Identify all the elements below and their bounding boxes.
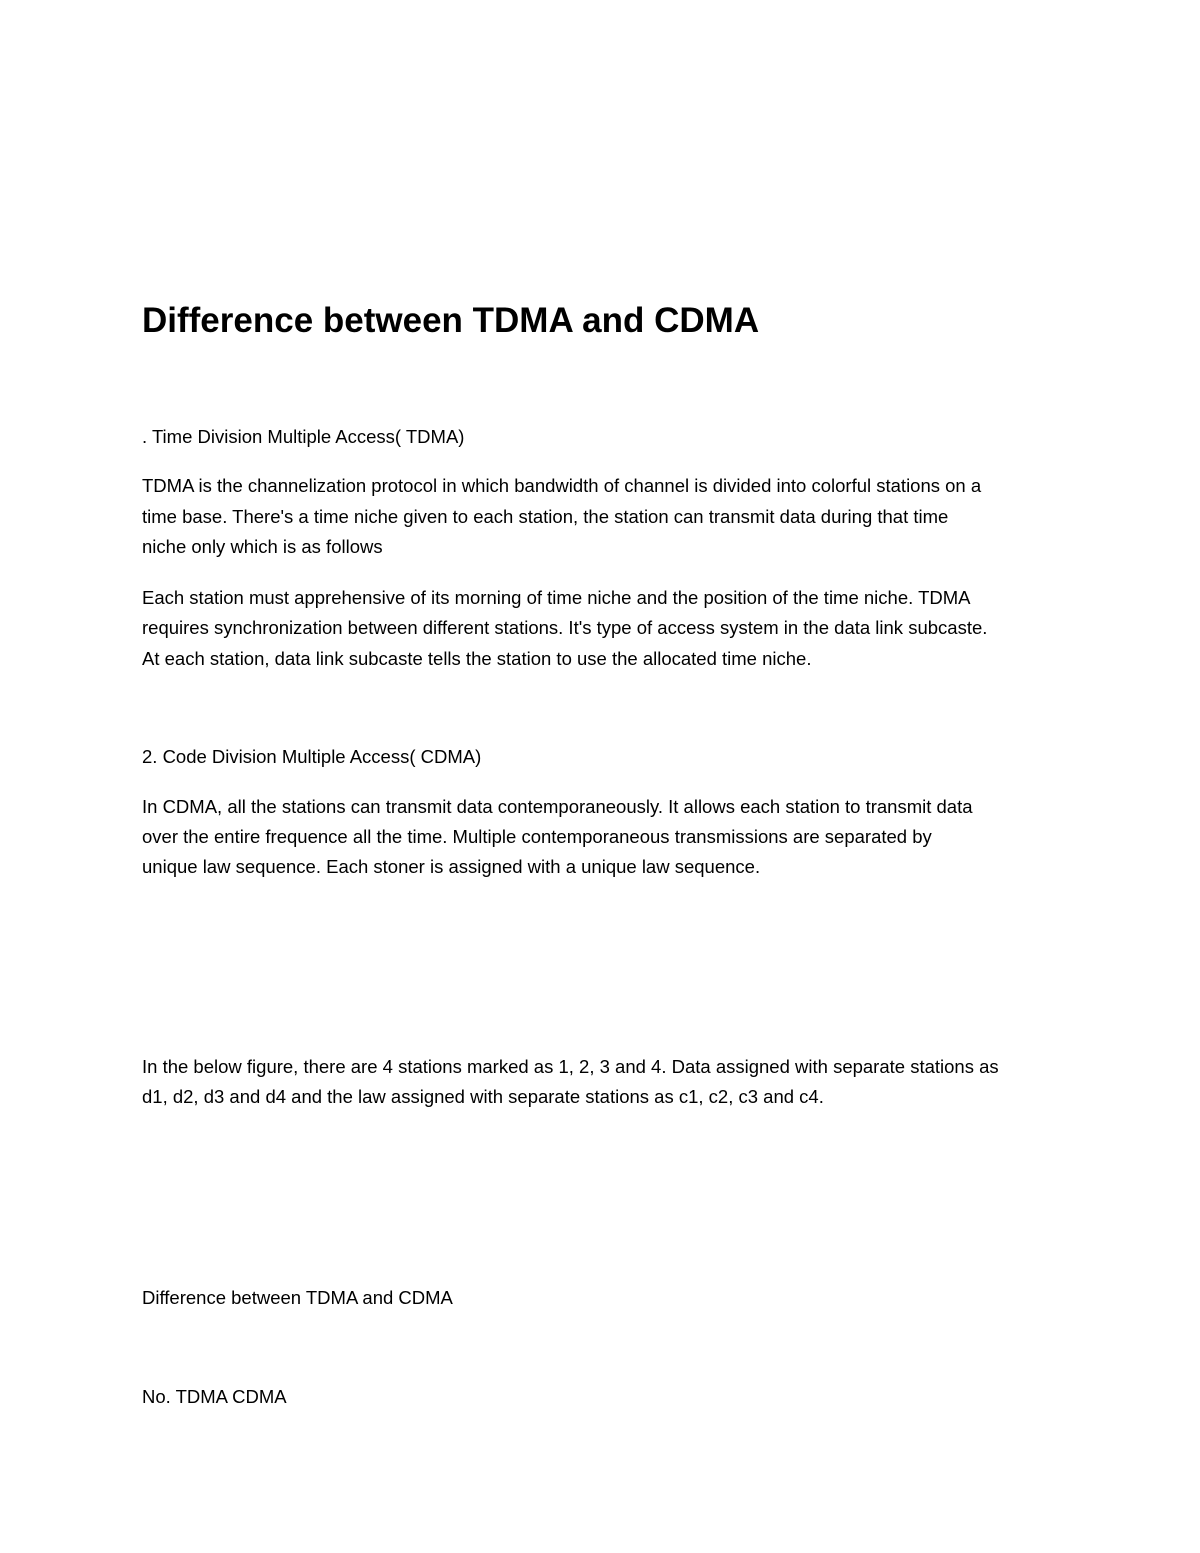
section-1-para-1-line-2: time base. There's a time niche given to each station, the station can transmit data during that time [142, 506, 949, 527]
section-1-para-2-line-1: Each station must apprehensive of its morning of time niche and the position of the time niche. TDMA [142, 587, 971, 608]
section-2-para-1-line-1: In CDMA, all the stations can transmit data contemporaneously. It allows each station to transmit data [142, 796, 973, 817]
figure-para-line-1: In the below figure, there are 4 stations marked as 1, 2, 3 and 4. Data assigned with separate stations as [142, 1056, 999, 1077]
table-header-row: No. TDMA CDMA [142, 1386, 287, 1407]
section-1-para-2-line-2: requires synchronization between different stations. It's type of access system in the data link subcaste. [142, 617, 988, 638]
section-2-para-1-line-2: over the entire frequence all the time. Multiple contemporaneous transmissions are separated by [142, 826, 932, 847]
page-title: Difference between TDMA and CDMA [142, 301, 760, 340]
figure-para-line-2: d1, d2, d3 and d4 and the law assigned with separate stations as c1, c2, c3 and c4. [142, 1086, 824, 1107]
difference-heading: Difference between TDMA and CDMA [142, 1287, 453, 1308]
section-1-para-2-line-3: At each station, data link subcaste tells the station to use the allocated time niche. [142, 648, 812, 669]
section-2-para-1-line-3: unique law sequence. Each stoner is assigned with a unique law sequence. [142, 856, 761, 877]
section-2-heading: 2. Code Division Multiple Access( CDMA) [142, 746, 482, 767]
section-1-para-1-line-3: niche only which is as follows [142, 536, 383, 557]
section-1-para-1-line-1: TDMA is the channelization protocol in which bandwidth of channel is divided into colorful stations on a [142, 475, 982, 496]
section-1-heading: . Time Division Multiple Access( TDMA) [142, 426, 465, 447]
